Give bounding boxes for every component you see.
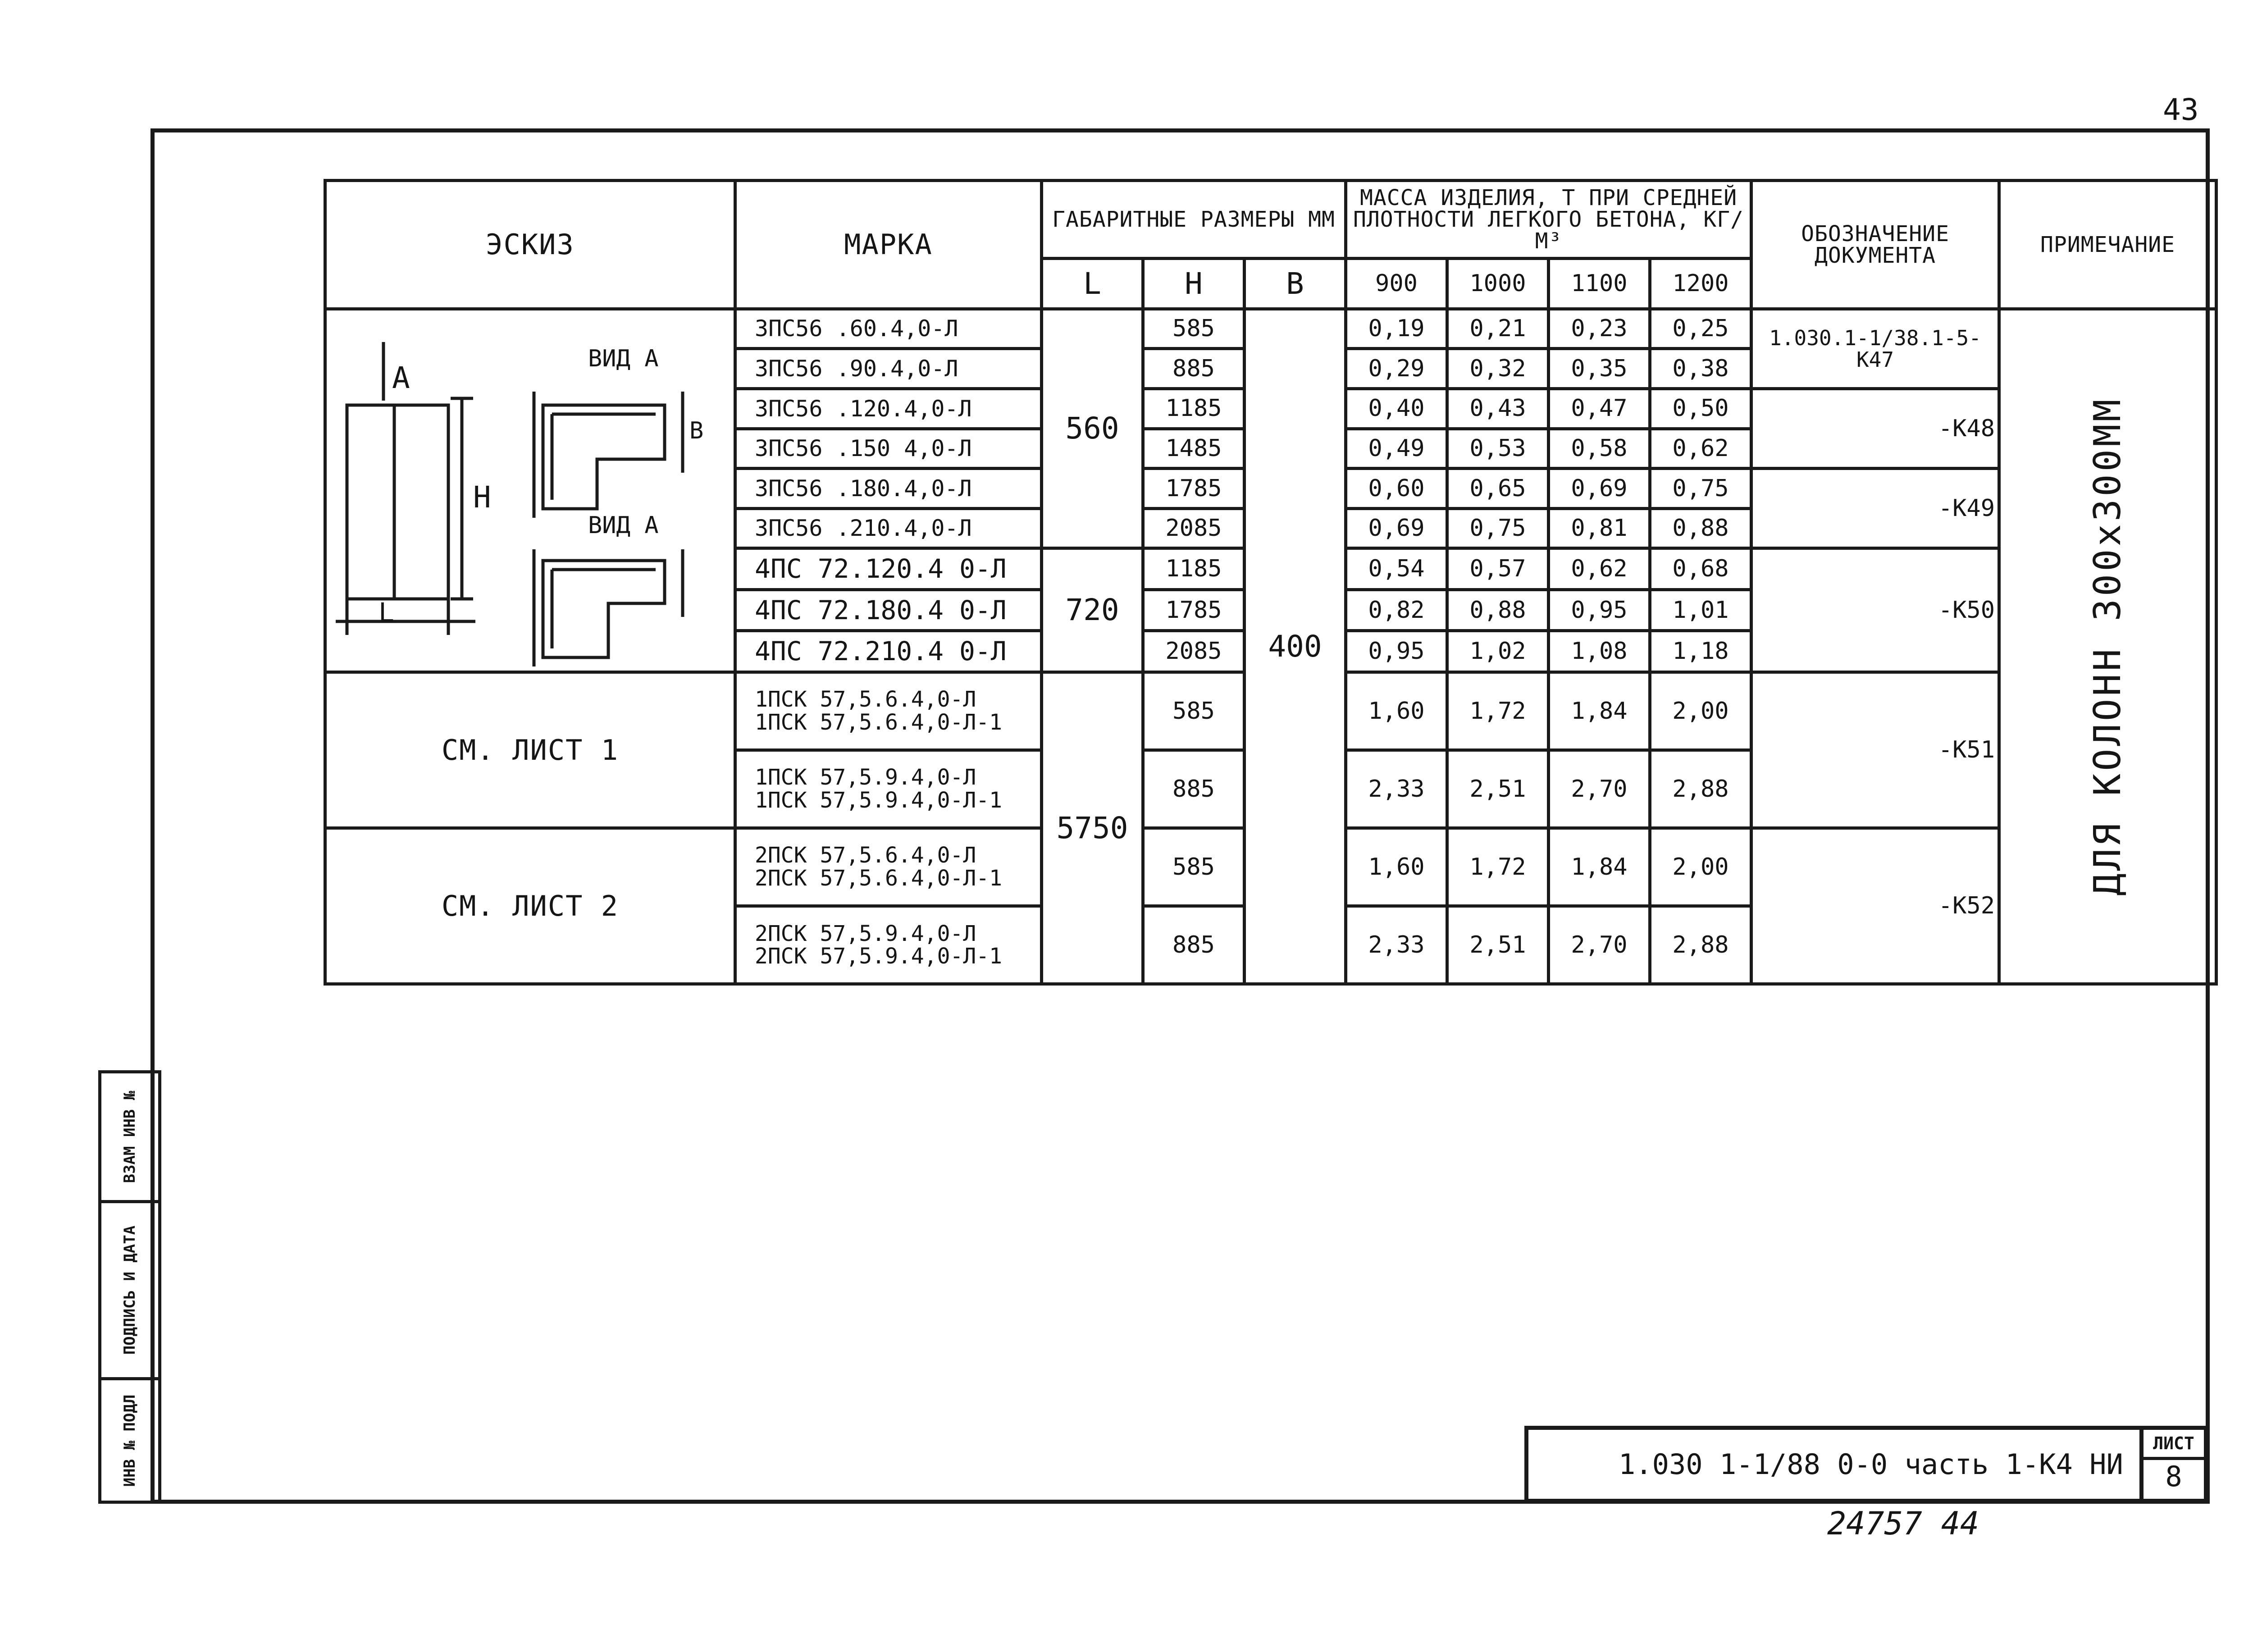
- mass-value: 0,50: [1650, 389, 1751, 429]
- sketch-label-a: А: [392, 360, 410, 395]
- stamp-signature-date: [98, 1200, 161, 1380]
- header-dimensions: ГАБАРИТНЫЕ РАЗМЕРЫ ММ: [1042, 181, 1346, 259]
- doc-designation: -К49: [1751, 469, 1999, 548]
- sketch-label-h: Н: [473, 479, 491, 515]
- mass-value: 0,88: [1650, 508, 1751, 548]
- note-cell: [1999, 309, 2217, 984]
- mark-cell-pair: [735, 828, 1042, 906]
- doc-designation: -К51: [1751, 672, 1999, 828]
- mark-line: 1ПСК 57,5.6.4,0-Л-1: [755, 709, 1003, 735]
- mass-value: 2,00: [1650, 828, 1751, 906]
- dim-l-value: 5750: [1042, 672, 1143, 984]
- mark-cell: 3ПС56 .90.4,0-Л: [735, 349, 1042, 389]
- mass-value: 1,60: [1346, 828, 1447, 906]
- mass-value: 2,00: [1650, 672, 1751, 750]
- header-density: 1100: [1549, 259, 1650, 309]
- header-sketch: ЭСКИЗ: [325, 181, 735, 309]
- sheet-number: 8: [2165, 1460, 2182, 1493]
- header-dim-b: В: [1245, 259, 1346, 309]
- mark-cell: 4ПС 72.180.4 0-Л: [735, 589, 1042, 631]
- mass-value: 2,70: [1549, 750, 1650, 828]
- mass-value: 0,49: [1346, 429, 1447, 469]
- header-note: ПРИМЕЧАНИЕ: [1999, 181, 2217, 309]
- sheet-box: [2139, 1426, 2208, 1503]
- header-density: 1000: [1447, 259, 1549, 309]
- mass-value: 0,19: [1346, 309, 1447, 349]
- header-document: ОБОЗНАЧЕНИЕ ДОКУМЕНТА: [1751, 181, 1999, 309]
- mass-value: 0,60: [1346, 469, 1447, 509]
- mark-cell: 3ПС56 .120.4,0-Л: [735, 389, 1042, 429]
- mass-value: 0,81: [1549, 508, 1650, 548]
- mark-cell: 4ПС 72.210.4 0-Л: [735, 631, 1042, 672]
- doc-designation: -К50: [1751, 548, 1999, 672]
- mass-value: 1,08: [1549, 631, 1650, 672]
- mass-value: 0,21: [1447, 309, 1549, 349]
- sketch-view-a-top: ВИД А: [588, 345, 659, 372]
- mark-cell: 4ПС 72.120.4 0-Л: [735, 548, 1042, 590]
- mass-value: 0,88: [1447, 589, 1549, 631]
- mass-value: 1,01: [1650, 589, 1751, 631]
- mass-value: 2,51: [1447, 750, 1549, 828]
- mass-value: 0,35: [1549, 349, 1650, 389]
- see-sheet-2: СМ. ЛИСТ 2: [325, 828, 735, 984]
- header-density: 1200: [1650, 259, 1751, 309]
- mass-value: 0,62: [1549, 548, 1650, 590]
- dim-b-value: 400: [1245, 309, 1346, 984]
- dim-h-value: 885: [1143, 750, 1245, 828]
- mark-cell: 3ПС56 .210.4,0-Л: [735, 508, 1042, 548]
- mass-value: 0,40: [1346, 389, 1447, 429]
- mass-value: 0,69: [1549, 469, 1650, 509]
- mass-value: 2,88: [1650, 750, 1751, 828]
- mass-value: 0,23: [1549, 309, 1650, 349]
- mass-value: 0,95: [1346, 631, 1447, 672]
- doc-designation: -К52: [1751, 828, 1999, 984]
- stamp-original-inv: [98, 1377, 161, 1504]
- mass-value: 1,18: [1650, 631, 1751, 672]
- dim-h-value: 1785: [1143, 589, 1245, 631]
- mass-value: 0,43: [1447, 389, 1549, 429]
- dim-l-value: 560: [1042, 309, 1143, 548]
- dim-h-value: 585: [1143, 672, 1245, 750]
- mark-cell-pair: [735, 672, 1042, 750]
- dim-h-value: 1185: [1143, 548, 1245, 590]
- mark-cell-pair: [735, 750, 1042, 828]
- stamp-replaced-inv: [98, 1070, 161, 1203]
- mass-value: 0,75: [1650, 469, 1751, 509]
- dim-h-value: 1185: [1143, 389, 1245, 429]
- dim-h-value: 2085: [1143, 631, 1245, 672]
- dim-h-value: 585: [1143, 309, 1245, 349]
- header-mark: МАРКА: [735, 181, 1042, 309]
- mass-value: 0,32: [1447, 349, 1549, 389]
- sketch-label-b: В: [689, 417, 704, 444]
- dim-h-value: 885: [1143, 906, 1245, 984]
- dim-h-value: 1785: [1143, 469, 1245, 509]
- stamp-label: ИНВ № ПОДЛ: [121, 1394, 139, 1487]
- mass-value: 0,75: [1447, 508, 1549, 548]
- mark-cell: 3ПС56 .150 4,0-Л: [735, 429, 1042, 469]
- mark-line: 2ПСК 57,5.9.4,0-Л: [755, 921, 976, 946]
- mass-value: 0,29: [1346, 349, 1447, 389]
- mass-value: 0,65: [1447, 469, 1549, 509]
- mass-value: 2,51: [1447, 906, 1549, 984]
- title-block: [1524, 1426, 2208, 1503]
- dim-l-value: 720: [1042, 548, 1143, 672]
- mass-value: 1,02: [1447, 631, 1549, 672]
- specification-table: [324, 179, 2218, 986]
- mass-value: 0,25: [1650, 309, 1751, 349]
- mass-value: 0,47: [1549, 389, 1650, 429]
- dim-h-value: 2085: [1143, 508, 1245, 548]
- mass-value: 1,84: [1549, 828, 1650, 906]
- mass-value: 0,69: [1346, 508, 1447, 548]
- mark-line: 2ПСК 57,5.6.4,0-Л-1: [755, 865, 1003, 891]
- sheet-label: ЛИСТ: [2144, 1430, 2204, 1460]
- document-code: 1.030 1-1/88 0-0 часть 1-К4 НИ: [1619, 1448, 2123, 1481]
- mass-value: 1,72: [1447, 828, 1549, 906]
- mark-cell: 3ПС56 .180.4,0-Л: [735, 469, 1042, 509]
- mass-value: 2,88: [1650, 906, 1751, 984]
- sketch-label-l: L: [379, 597, 394, 628]
- sketch-cell: [325, 309, 735, 672]
- mass-value: 0,54: [1346, 548, 1447, 590]
- stamp-label: ПОДПИСЬ И ДАТА: [121, 1225, 139, 1355]
- inventory-number: 24757 44: [1827, 1505, 1979, 1542]
- see-sheet-1: СМ. ЛИСТ 1: [325, 672, 735, 828]
- mark-line: 2ПСК 57,5.9.4,0-Л-1: [755, 943, 1003, 969]
- mass-value: 0,62: [1650, 429, 1751, 469]
- mark-line: 2ПСК 57,5.6.4,0-Л: [755, 843, 976, 868]
- mass-value: 1,60: [1346, 672, 1447, 750]
- mass-value: 0,58: [1549, 429, 1650, 469]
- mass-value: 0,82: [1346, 589, 1447, 631]
- mark-line: 1ПСК 57,5.6.4,0-Л: [755, 687, 976, 712]
- mass-value: 1,72: [1447, 672, 1549, 750]
- header-density: 900: [1346, 259, 1447, 309]
- mass-value: 1,84: [1549, 672, 1650, 750]
- dim-h-value: 585: [1143, 828, 1245, 906]
- mass-value: 0,57: [1447, 548, 1549, 590]
- mass-value: 0,68: [1650, 548, 1751, 590]
- mark-line: 1ПСК 57,5.9.4,0-Л: [755, 765, 976, 790]
- mass-value: 0,38: [1650, 349, 1751, 389]
- note-text: ДЛЯ КОЛОНН 300х300ММ: [2086, 397, 2129, 896]
- mass-value: 0,95: [1549, 589, 1650, 631]
- doc-designation: 1.030.1-1/38.1-5-К47: [1751, 309, 1999, 388]
- mark-cell: 3ПС56 .60.4,0-Л: [735, 309, 1042, 349]
- mark-line: 1ПСК 57,5.9.4,0-Л-1: [755, 787, 1003, 813]
- page-number: 43: [2163, 92, 2199, 127]
- header-mass: МАССА ИЗДЕЛИЯ, Т ПРИ СРЕДНЕЙ ПЛОТНОСТИ ЛЕГКОГО БЕТОНА, КГ/М³: [1346, 181, 1751, 259]
- stamp-label: ВЗАМ ИНВ №: [121, 1091, 139, 1183]
- dim-h-value: 885: [1143, 349, 1245, 389]
- sketch-view-a-bottom: ВИД А: [588, 511, 659, 539]
- header-dim-h: Н: [1143, 259, 1245, 309]
- mass-value: 2,33: [1346, 906, 1447, 984]
- mass-value: 0,53: [1447, 429, 1549, 469]
- mass-value: 2,70: [1549, 906, 1650, 984]
- mass-value: 2,33: [1346, 750, 1447, 828]
- doc-designation: -К48: [1751, 389, 1999, 469]
- dim-h-value: 1485: [1143, 429, 1245, 469]
- header-dim-l: L: [1042, 259, 1143, 309]
- mark-cell-pair: [735, 906, 1042, 984]
